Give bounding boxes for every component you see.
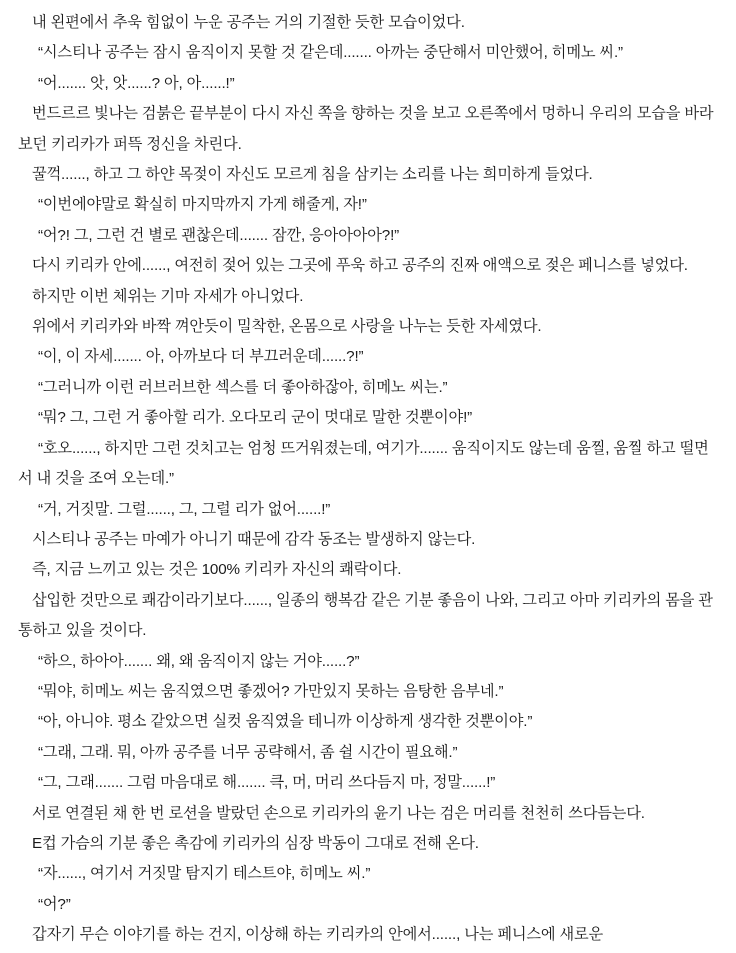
paragraph: 시스티나 공주는 마예가 아니기 때문에 감각 동조는 발생하지 않는다. [32,530,476,548]
paragraph: 번드르르 빛나는 검붉은 끝부분이 다시 자신 쪽을 향하는 것을 보고 오른쪽에서 멍하니 우리의 모습을 바라보던 키리카가 퍼뜩 정신을 차린다. [18,105,714,153]
paragraph: E컵 가슴의 기분 좋은 촉감에 키리카의 심장 박동이 그대로 전해 온다. [32,834,479,852]
paragraph: “어?! 그, 그런 건 별로 괜찮은데....... 잠깐, 응아아아아?!” [38,226,400,244]
paragraph: 다시 키리카 안에......, 여전히 젖어 있는 그곳에 푸욱 하고 공주의 진짜 애액으로 젖은 페니스를 넣었다. [32,257,688,275]
paragraph: “아, 아니야. 평소 같았으면 실컷 움직였을 테니까 이상하게 생각한 것뿐이야.” [38,713,533,731]
paragraph: “자......, 여기서 거짓말 탐지기 테스트야, 히메노 씨.” [38,865,371,883]
paragraph: “호오......, 하지만 그런 것치고는 엄청 뜨거워졌는데, 여기가....... 움직이지도 않는데 움찔, 움찔 하고 떨면서 내 것을 조여 오는데.” [18,439,709,488]
paragraph: “뭐야, 히메노 씨는 움직였으면 좋겠어? 가만있지 못하는 음탕한 음부네.” [38,682,504,700]
paragraph: “이, 이 자세....... 아, 아까보다 더 부끄러운데......?!” [38,348,364,366]
paragraph: “그러니까 이런 러브러브한 섹스를 더 좋아하잖아, 히메노 씨는.” [38,378,448,396]
paragraph: 서로 연결된 채 한 번 로션을 발랐던 손으로 키리카의 윤기 나는 검은 머리를 천천히 쓰다듬는다. [32,804,645,822]
paragraph: 하지만 이번 체위는 기마 자세가 아니었다. [32,287,304,305]
paragraph: 위에서 키리카와 바짝 껴안듯이 밀착한, 온몸으로 사랑을 나누는 듯한 자세였다. [32,318,542,336]
paragraph: “그래, 그래. 뭐, 아까 공주를 너무 공략해서, 좀 쉴 시간이 필요해.” [38,743,458,761]
paragraph: “어....... 앗, 앗......? 아, 아......!” [38,74,235,92]
paragraph: “거, 거짓말. 그럴......, 그, 그럴 리가 없어......!” [38,500,331,518]
paragraph: “시스티나 공주는 잠시 움직이지 못할 것 같은데....... 아까는 중단해서 미안했어, 히메노 씨.” [38,44,623,62]
paragraph: “뭐? 그, 그런 거 좋아할 리가. 오다모리 군이 멋대로 말한 것뿐이야!” [38,409,473,427]
paragraph: “하으, 하아아....... 왜, 왜 움직이지 않는 거야......?” [38,652,360,670]
paragraph: “그, 그래....... 그럼 마음대로 해....... 큭, 머, 머리 쓰다듬지 마, 정말......!” [38,774,496,792]
paragraph: 삽입한 것만으로 쾌감이라기보다......, 일종의 행복감 같은 기분 좋음이 나와, 그리고 아마 키리카의 몸을 관통하고 있을 것이다. [18,591,713,640]
paragraph: 갑자기 무슨 이야기를 하는 건지, 이상해 하는 키리카의 안에서......, 나는 페니스에 새로운 [32,926,604,944]
paragraph: “이번에야말로 확실히 마지막까지 가게 해줄게, 자!” [38,196,367,214]
paragraph: “어?” [38,895,71,913]
paragraph: 즉, 지금 느끼고 있는 것은 100% 키리카 자신의 쾌락이다. [32,561,402,579]
paragraph: 꿀꺽......, 하고 그 하얀 목젖이 자신도 모르게 침을 삼키는 소리를 나는 희미하게 들었다. [32,166,593,184]
paragraph: 내 왼편에서 추욱 힘없이 누운 공주는 거의 기절한 듯한 모습이었다. [32,14,465,31]
